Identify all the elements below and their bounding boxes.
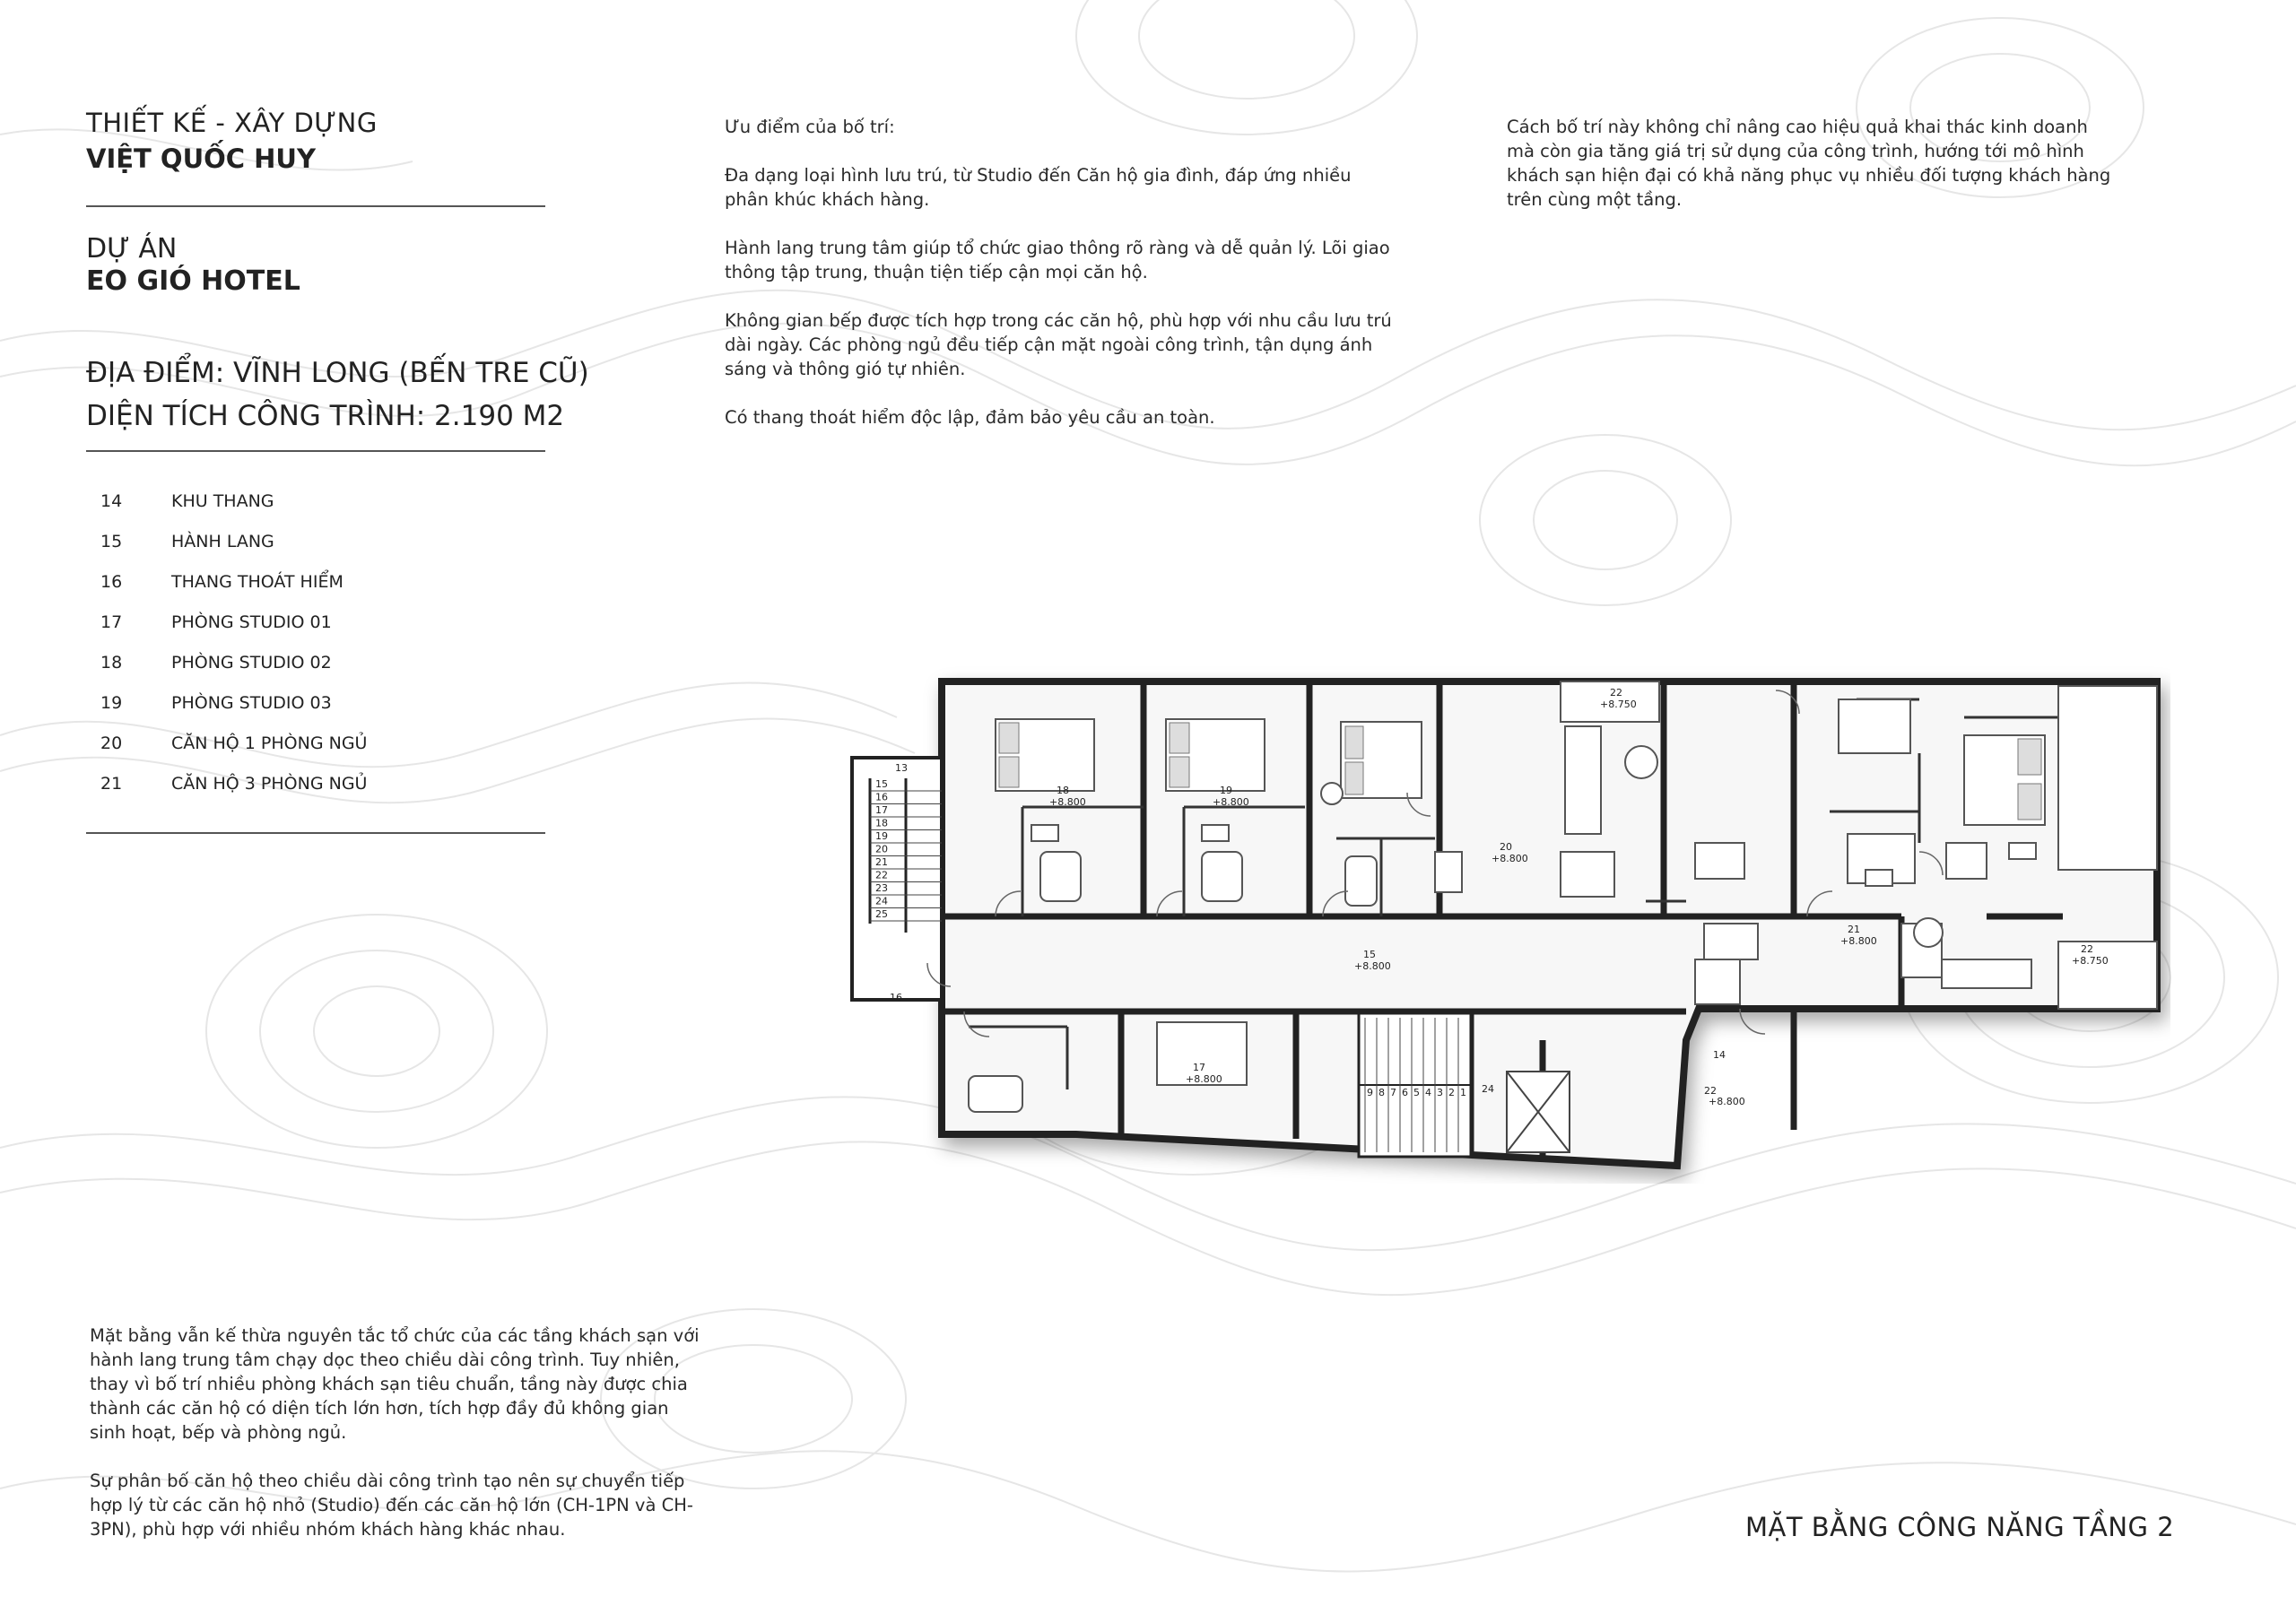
terrace (2058, 686, 2157, 870)
description-right (1507, 115, 2117, 236)
elevation-mark: +8.750 (1600, 699, 1637, 710)
description-paragraph: Hành lang trung tâm giúp tổ chức giao thông rõ ràng và dễ quản lý. Lõi giao thông tập trung, thuận tiện tiếp cận mọi căn hộ. (725, 238, 1390, 282)
stair-step-number: 25 (875, 908, 888, 920)
terrace (2058, 942, 2157, 1009)
stair-step-number: 2 (1448, 1087, 1455, 1098)
room-label-20: 20 (1500, 841, 1512, 853)
elevation-mark: +8.800 (1709, 1096, 1745, 1107)
legend-row (100, 693, 567, 733)
legend-label: CĂN HỘ 3 PHÒNG NGỦ (171, 774, 368, 794)
room-label-21: 21 (1848, 924, 1860, 935)
legend-number: 20 (100, 733, 123, 753)
legend-number: 19 (100, 693, 123, 713)
description-bottom (90, 1324, 700, 1566)
stair-step-number: 6 (1402, 1087, 1408, 1098)
stair-step-number: 24 (875, 895, 888, 907)
description-paragraph: Ưu điểm của bố trí: (725, 117, 895, 137)
elevation-mark: +8.750 (2072, 955, 2109, 967)
stair-step-number: 23 (875, 882, 888, 894)
legend-label: PHÒNG STUDIO 02 (171, 653, 332, 673)
legend-row (100, 491, 567, 532)
legend-number: 16 (100, 572, 123, 592)
description-paragraph: Cách bố trí này không chỉ nâng cao hiệu quả khai thác kinh doanh mà còn gia tăng giá trị sử dụng của công trình, hướng tới mô hình khách sạn hiện đại có khả năng phục vụ nhiều đối tượng khách hàng trên cùng một tầng. (1507, 117, 2111, 210)
stair-step-number: 17 (875, 804, 888, 816)
legend-label: CĂN HỘ 1 PHÒNG NGỦ (171, 733, 368, 753)
emergency-stair (852, 758, 942, 1000)
stair-step-number: 3 (1437, 1087, 1443, 1098)
legend-row (100, 653, 567, 693)
legend-label: KHU THANG (171, 491, 274, 511)
divider-2 (86, 450, 545, 452)
legend-number: 17 (100, 612, 123, 632)
legend-label: PHÒNG STUDIO 03 (171, 693, 332, 713)
building-area: DIỆN TÍCH CÔNG TRÌNH: 2.190 M2 (86, 400, 565, 432)
legend-row (100, 572, 567, 612)
description-paragraph: Có thang thoát hiểm độc lập, đảm bảo yêu cầu an toàn. (725, 407, 1215, 428)
elevation-mark: +8.800 (1492, 853, 1528, 864)
elevation-mark: +8.800 (1186, 1073, 1222, 1085)
stair-step-number: 19 (875, 830, 888, 842)
room-legend (100, 491, 567, 814)
project-name: EO GIÓ HOTEL (86, 265, 300, 297)
stair-step-number: 9 (1367, 1087, 1373, 1098)
legend-number: 14 (100, 491, 123, 511)
plan-title: MẶT BẰNG CÔNG NĂNG TẦNG 2 (1745, 1512, 2175, 1542)
room-label-22: 22 (1704, 1085, 1717, 1097)
stair-step-number: 15 (875, 778, 888, 790)
company-name: VIỆT QUỐC HUY (86, 143, 316, 174)
room-label-19: 19 (1220, 785, 1232, 796)
stair-step-number: 5 (1413, 1087, 1420, 1098)
description-paragraph: Đa dạng loại hình lưu trú, từ Studio đến Căn hộ gia đình, đáp ứng nhiều phân khúc khách hàng. (725, 165, 1352, 210)
stair-step-number: 20 (875, 843, 888, 855)
project-label: DỰ ÁN (86, 233, 178, 265)
room-label-15: 15 (1363, 949, 1376, 960)
legend-label: PHÒNG STUDIO 01 (171, 612, 332, 632)
stair-step-number: 7 (1390, 1087, 1396, 1098)
stair-step-number: 8 (1378, 1087, 1385, 1098)
location: ĐỊA ĐIỂM: VĨNH LONG (BẾN TRE CŨ) (86, 357, 589, 389)
legend-row (100, 612, 567, 653)
room-label-22: 22 (2081, 943, 2093, 955)
legend-label: THANG THOÁT HIỂM (171, 572, 344, 592)
legend-number: 21 (100, 774, 123, 794)
room-label-24: 24 (1482, 1083, 1494, 1095)
legend-number: 18 (100, 653, 123, 673)
stair-step-number: 1 (1460, 1087, 1466, 1098)
stair-step-number: 4 (1425, 1087, 1431, 1098)
legend-row (100, 532, 567, 572)
stair-step-number: 18 (875, 817, 888, 829)
legend-row (100, 774, 567, 814)
legend-row (100, 733, 567, 774)
elevation-mark: +8.800 (1354, 960, 1391, 972)
stair-step-number: 21 (875, 856, 888, 868)
elevation-mark: +8.800 (1840, 935, 1877, 947)
divider-1 (86, 205, 545, 207)
stair-step-number: 16 (875, 791, 888, 803)
floor-plan (807, 664, 2170, 1184)
room-label-13: 13 (895, 762, 908, 774)
divider-3 (86, 832, 545, 834)
room-label-14: 14 (1713, 1049, 1726, 1061)
stair-step-number: 22 (875, 869, 888, 881)
room-label-18: 18 (1057, 785, 1069, 796)
core-stair (1359, 1013, 1471, 1157)
legend-number: 15 (100, 532, 123, 551)
description-paragraph: Không gian bếp được tích hợp trong các căn hộ, phù hợp với nhu cầu lưu trú dài ngày. Các phòng ngủ đều tiếp cận mặt ngoài công trình, tận dụng ánh sáng và thông gió tự nhiên. (725, 310, 1392, 379)
lift-shaft (1507, 1072, 1570, 1152)
room-label-17: 17 (1193, 1062, 1205, 1073)
legend-label: HÀNH LANG (171, 532, 274, 551)
elevation-mark: +8.800 (1213, 796, 1249, 808)
room-label-16: 16 (890, 992, 902, 1003)
elevation-mark: +8.800 (1049, 796, 1086, 808)
description-paragraph: Sự phân bố căn hộ theo chiều dài công trình tạo nên sự chuyển tiếp hợp lý từ các căn hộ nhỏ (Studio) đến các căn hộ lớn (CH-1PN và CH-3PN), phù hợp với nhiều nhóm khách hàng khác nhau. (90, 1471, 693, 1540)
room-label-22: 22 (1610, 687, 1622, 699)
description-top (725, 115, 1397, 454)
description-paragraph: Mặt bằng vẫn kế thừa nguyên tắc tổ chức của các tầng khách sạn với hành lang trung tâm chạy dọc theo chiều dài công trình. Tuy nhiên, thay vì bố trí nhiều phòng khách sạn tiêu chuẩn, tầng này được chia thành các căn hộ có diện tích lớn hơn, tích hợp đầy đủ không gian sinh hoạt, bếp và phòng ngủ. (90, 1325, 700, 1443)
company-label: THIẾT KẾ - XÂY DỰNG (86, 108, 378, 138)
